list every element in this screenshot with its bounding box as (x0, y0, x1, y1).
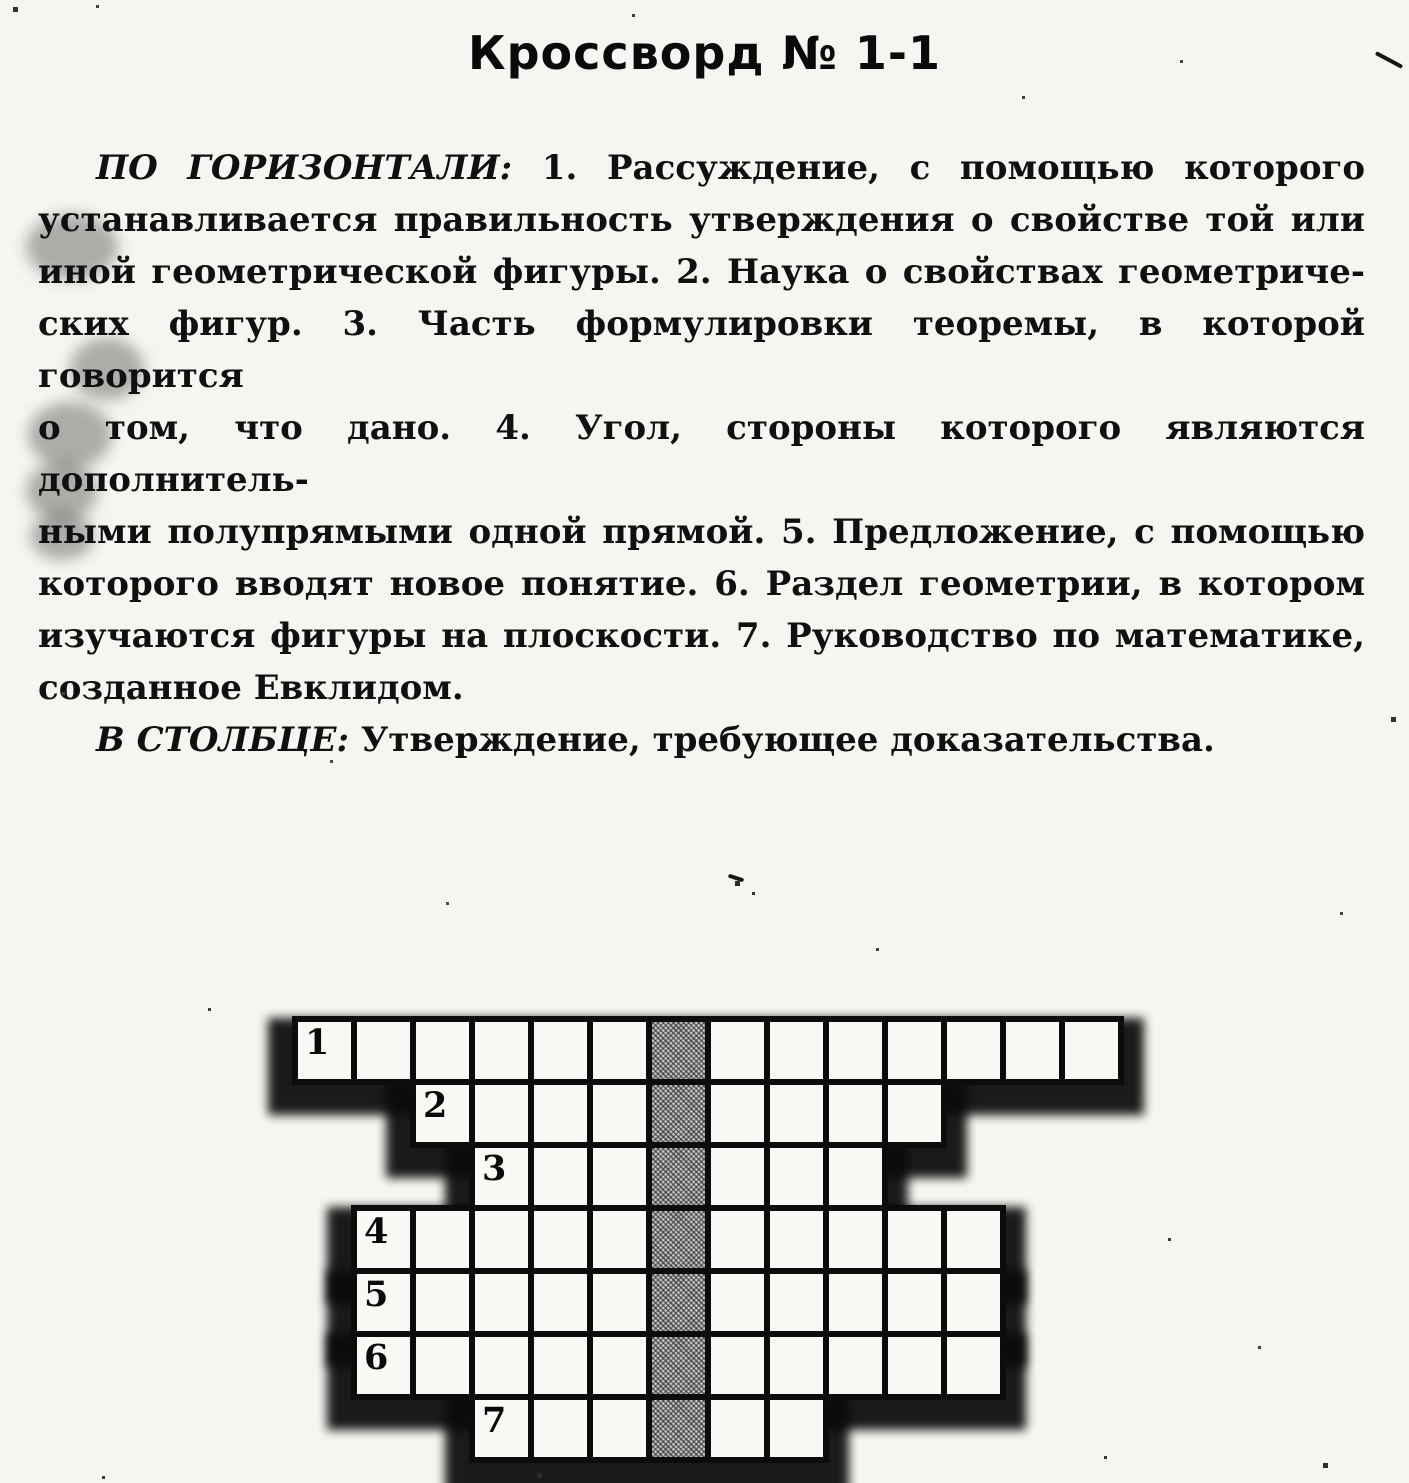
grid-cell (711, 1085, 770, 1142)
grid-cell (475, 1274, 534, 1331)
grid-cell (947, 1211, 1000, 1268)
grid-cell (534, 1337, 593, 1394)
grid-cell-shaded (652, 1085, 711, 1142)
grid-cell (711, 1022, 770, 1079)
grid-cell (298, 1022, 357, 1079)
grid-cell-shaded (652, 1337, 711, 1394)
grid-cell-shaded (652, 1274, 711, 1331)
grid-cell-shaded (652, 1148, 711, 1205)
clue-line: о том, что дано. 4. Угол, стороны которого являются дополнитель- (38, 408, 1365, 500)
grid-cell (534, 1085, 593, 1142)
crossword-row (292, 1016, 1124, 1085)
grid-cell (888, 1085, 941, 1142)
grid-cell (711, 1148, 770, 1205)
grid-cell (416, 1085, 475, 1142)
across-label: ПО ГОРИЗОНТАЛИ: (96, 148, 513, 188)
clue-line: ными полупрямыми одной прямой. 5. Предложение, с помощью (38, 512, 1365, 552)
grid-cell (357, 1274, 416, 1331)
grid-cell (770, 1274, 829, 1331)
clue-number: 6 (364, 1337, 389, 1378)
crossword-row (410, 1079, 947, 1148)
grid-cell (416, 1274, 475, 1331)
grid-cell (1006, 1022, 1065, 1079)
grid-cell (888, 1022, 947, 1079)
clue-number: 3 (482, 1148, 507, 1189)
across-clue-text: 1. Рассуждение, с помощью которого (541, 148, 1366, 188)
grid-cell (357, 1211, 416, 1268)
grid-cell (711, 1400, 770, 1457)
clue-number: 5 (364, 1274, 389, 1315)
grid-cell (593, 1148, 652, 1205)
clue-number: 4 (364, 1211, 389, 1252)
grid-cell (829, 1337, 888, 1394)
grid-cell (475, 1337, 534, 1394)
grid-cell (829, 1148, 882, 1205)
grid-cell-shaded (652, 1211, 711, 1268)
grid-cell (593, 1337, 652, 1394)
grid-cell (593, 1211, 652, 1268)
grid-cell (711, 1337, 770, 1394)
crossword-row (351, 1331, 1006, 1400)
grid-cell (1065, 1022, 1118, 1079)
grid-cell-shaded (652, 1400, 711, 1457)
clue-line: иной геометрической фигуры. 2. Наука о свойствах геометриче- (38, 252, 1365, 292)
clue-line: устанавливается правильность утверждения о свойстве той или (38, 200, 1365, 240)
grid-cell (829, 1085, 888, 1142)
clue-line: ских фигур. 3. Часть формулировки теоремы, в которой говорится (38, 304, 1365, 396)
grid-cell (711, 1274, 770, 1331)
grid-cell (593, 1274, 652, 1331)
clue-line: которого вводят новое понятие. 6. Раздел геометрии, в котором (38, 564, 1365, 604)
grid-cell (534, 1274, 593, 1331)
grid-cell (475, 1211, 534, 1268)
grid-cell-shaded (652, 1022, 711, 1079)
grid-cell (475, 1022, 534, 1079)
grid-cell (357, 1337, 416, 1394)
grid-cell (829, 1211, 888, 1268)
grid-cell (534, 1148, 593, 1205)
grid-cell (770, 1085, 829, 1142)
grid-cell (593, 1400, 652, 1457)
grid-cell (947, 1337, 1000, 1394)
grid-cell (593, 1022, 652, 1079)
clue-number: 7 (482, 1400, 507, 1441)
grid-cell (593, 1085, 652, 1142)
grid-cell (888, 1337, 947, 1394)
grid-cell (888, 1274, 947, 1331)
grid-cell (947, 1274, 1000, 1331)
grid-cell (357, 1022, 416, 1079)
crossword-row (469, 1394, 829, 1463)
grid-cell (534, 1211, 593, 1268)
clue-line: созданное Евклидом. (38, 668, 464, 708)
grid-cell (534, 1400, 593, 1457)
grid-cell (534, 1022, 593, 1079)
clue-line: изучаются фигуры на плоскости. 7. Руководство по математике, (38, 616, 1365, 656)
grid-cell (947, 1022, 1006, 1079)
crossword-row (351, 1268, 1006, 1337)
grid-cell (829, 1274, 888, 1331)
grid-cell (770, 1337, 829, 1394)
grid-cell (770, 1400, 823, 1457)
grid-cell (416, 1337, 475, 1394)
grid-cell (416, 1211, 475, 1268)
grid-cell (770, 1022, 829, 1079)
column-label: В СТОЛБЦЕ: (96, 720, 349, 760)
page-title: Кроссворд № 1-1 (468, 26, 941, 80)
clue-number: 2 (423, 1085, 448, 1126)
grid-cell (711, 1211, 770, 1268)
grid-cell (829, 1022, 888, 1079)
crossword-row (351, 1205, 1006, 1274)
grid-cell (475, 1400, 534, 1457)
grid-cell (475, 1085, 534, 1142)
clue-number: 1 (305, 1022, 330, 1063)
crossword-row (469, 1142, 888, 1211)
grid-cell (770, 1148, 829, 1205)
grid-cell (888, 1211, 947, 1268)
grid-cell (475, 1148, 534, 1205)
grid-cell (416, 1022, 475, 1079)
grid-cell (770, 1211, 829, 1268)
column-clue-text: Утверждение, требующее доказательства. (360, 720, 1215, 760)
